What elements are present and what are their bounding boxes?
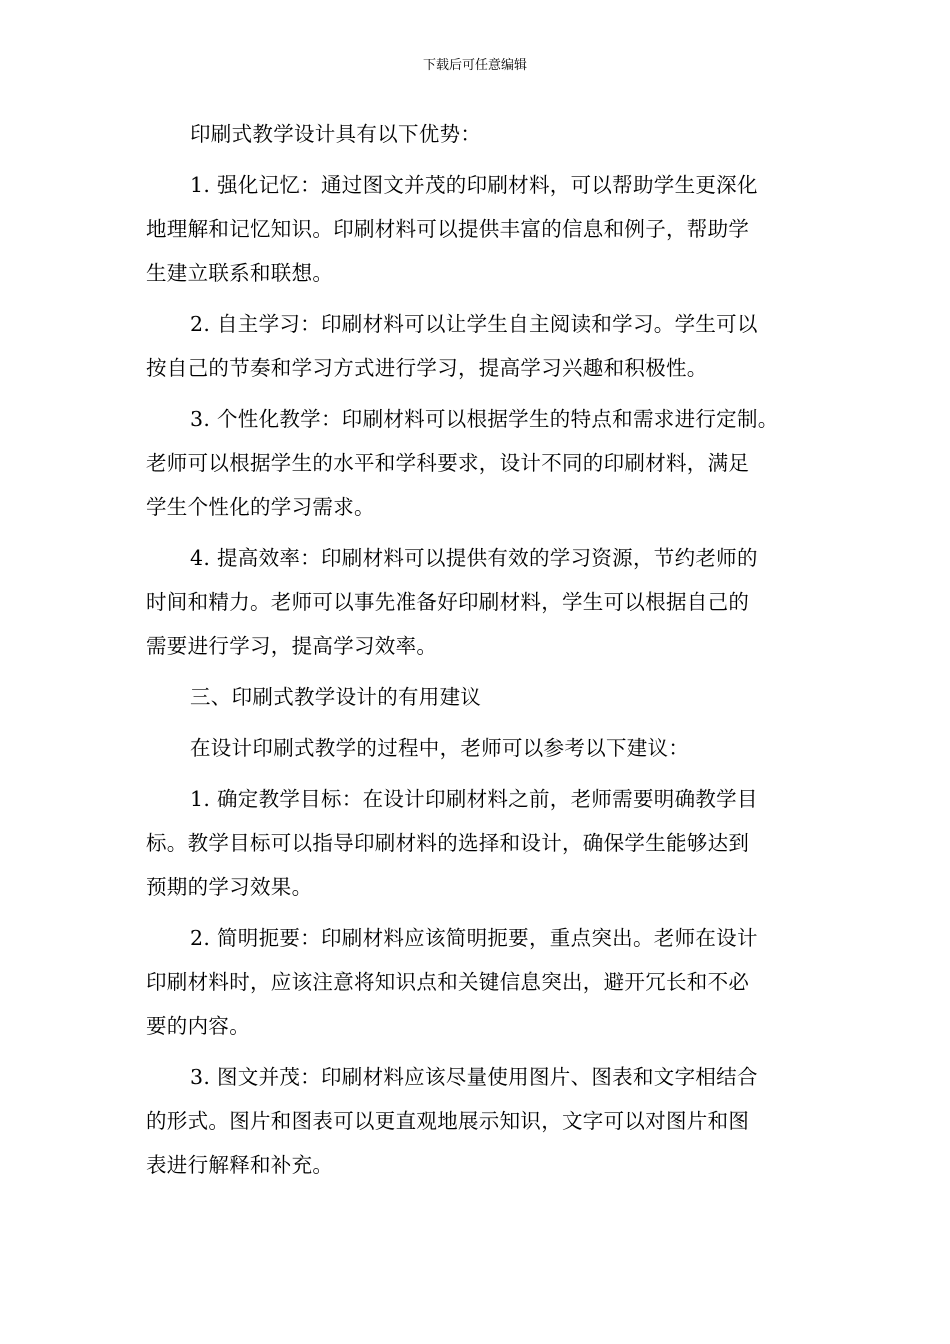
page-header: 下载后可任意编辑 <box>422 58 527 73</box>
document-body <box>146 112 811 1194</box>
text-line: 地理解和记忆知识。印刷材料可以提供丰富的信息和例子，帮助学 <box>146 217 750 241</box>
text-line: 老师可以根据学生的水平和学科要求，设计不同的印刷材料，满足 <box>146 451 750 475</box>
text-line: 印刷材料时，应该注意将知识点和关键信息突出，避开冗长和不必 <box>146 970 750 994</box>
text-line: 的形式。图片和图表可以更直观地展示知识，文字可以对图片和图 <box>146 1109 750 1133</box>
paragraph-advantage-4 <box>146 536 811 668</box>
paragraph-advantage-3 <box>146 397 811 529</box>
text-line: 4. 提高效率：印刷材料可以提供有效的学习资源，节约老师的 <box>190 546 758 570</box>
text-line: 1. 确定教学目标：在设计印刷材料之前，老师需要明确教学目 <box>190 787 758 811</box>
text-line: 学生个性化的学习需求。 <box>146 495 375 519</box>
paragraph-advantage-2 <box>146 302 811 390</box>
section-heading <box>146 675 811 719</box>
text-line: 三、印刷式教学设计的有用建议 <box>190 685 482 709</box>
text-line: 3. 个性化教学：印刷材料可以根据学生的特点和需求进行定制。 <box>190 407 779 431</box>
text-line: 按自己的节奏和学习方式进行学习，提高学习兴趣和积极性。 <box>146 356 708 380</box>
text-line: 标。教学目标可以指导印刷材料的选择和设计，确保学生能够达到 <box>146 831 750 855</box>
text-line: 1. 强化记忆：通过图文并茂的印刷材料，可以帮助学生更深化 <box>190 173 758 197</box>
text-line: 印刷式教学设计具有以下优势： <box>190 122 482 146</box>
paragraph-advantage-1 <box>146 163 811 295</box>
text-line: 2. 自主学习：印刷材料可以让学生自主阅读和学习。学生可以 <box>190 312 758 336</box>
text-line: 生建立联系和联想。 <box>146 261 334 285</box>
text-line: 3. 图文并茂：印刷材料应该尽量使用图片、图表和文字相结合 <box>190 1065 758 1089</box>
text-line: 预期的学习效果。 <box>146 875 313 899</box>
text-line: 时间和精力。老师可以事先准备好印刷材料，学生可以根据自己的 <box>146 590 750 614</box>
paragraph-suggestion-1 <box>146 777 811 909</box>
paragraph-suggestion-3 <box>146 1055 811 1187</box>
text-line: 要的内容。 <box>146 1014 250 1038</box>
paragraph-suggestion-2 <box>146 916 811 1048</box>
text-line: 2. 简明扼要：印刷材料应该简明扼要，重点突出。老师在设计 <box>190 926 758 950</box>
paragraph-suggestions-intro <box>146 726 811 770</box>
text-line: 在设计印刷式教学的过程中，老师可以参考以下建议： <box>190 736 690 760</box>
text-line: 需要进行学习，提高学习效率。 <box>146 634 438 658</box>
paragraph-intro <box>146 112 811 156</box>
text-line: 表进行解释和补充。 <box>146 1153 334 1177</box>
